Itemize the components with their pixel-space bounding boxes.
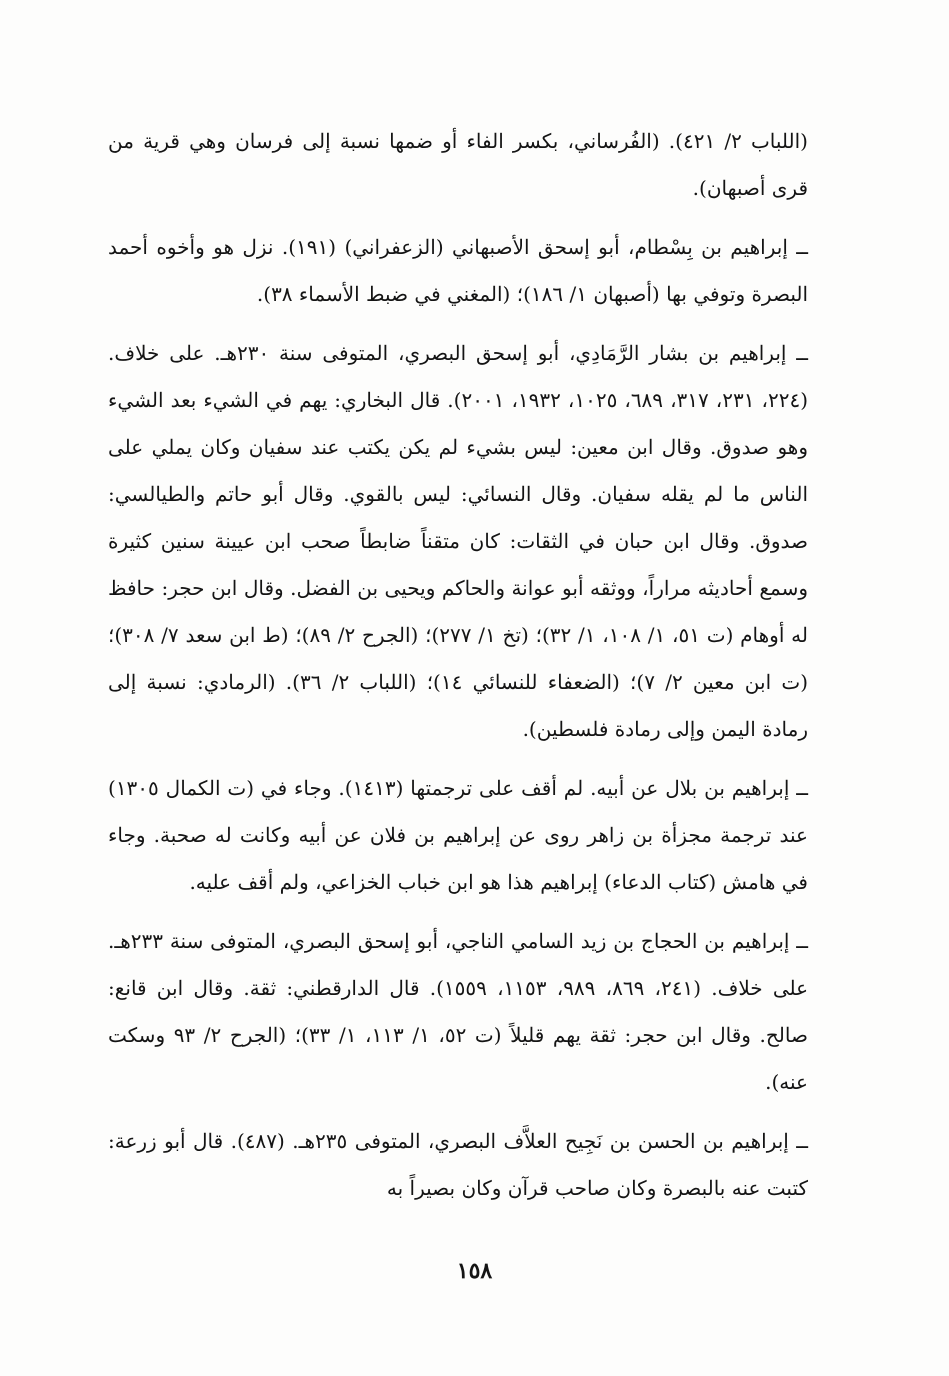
entry-paragraph: ــ إبراهيم بن الحسن بن نَجِيح العلاَّف البصري، المتوفى ٢٣٥هـ. (٤٨٧). قال أبو زرعة: كتبت عنه بالبصرة وكان صاحب قرآن وكان بصيراً به <box>108 1129 808 1200</box>
entry-paragraph: ــ إبراهيم بن بشار الرَّمَادِي، أبو إسحق البصري، المتوفى سنة ٢٣٠هـ. على خلاف. (٢٢٤، ٢٣١، ٣١٧، ٦٨٩، ١٠٢٥، ١٩٣٢، ٢٠٠١). قال البخاري: يهم في الشيء بعد الشيء وهو صدوق. وقال ابن معين: ليس بشيء لم يكن يكتب عند سفيان وكان يملي على الناس ما لم يقله سفيان. وقال النسائي: ليس بالقوي. وقال أبو حاتم والطيالسي: صدوق. وقال ابن حبان في الثقات: كان متقناً ضابطاً صحب ابن عيينة سنين كثيرة وسمع أحاديثه مراراً، ووثقه أبو عوانة والحاكم ويحيى بن الفضل. وقال ابن حجر: حافظ له أوهام (ت ٥١، ١/ ١٠٨، ١/ ٣٢)؛ (تخ ١/ ٢٧٧)؛ (الجرح ٢/ ٨٩)؛ (ط ابن سعد ٧/ ٣٠٨)؛ (ت ابن معين ٢/ ٧)؛ (الضعفاء للنسائي ١٤)؛ (اللباب ٢/ ٣٦). (الرمادي: نسبة إلى رمادة اليمن وإلى رمادة فلسطين). <box>108 341 809 741</box>
entry-paragraph: (اللباب ٢/ ٤٢١). (الفُرساني، بكسر الفاء أو ضمها نسبة إلى فرسان وهي قرية من قرى أصبهان). <box>108 129 808 200</box>
entry-paragraph: ــ إبراهيم بن بِسْطام، أبو إسحق الأصبهاني (الزعفراني) (١٩١). نزل هو وأخوه أحمد البصرة وتوفي بها (أصبهان ١/ ١٨٦)؛ (المغني في ضبط الأسماء ٣٨). <box>108 235 808 306</box>
page-number: ١٥٨ <box>456 1258 493 1284</box>
entry-paragraph: ــ إبراهيم بن الحجاج بن زيد السامي الناجي، أبو إسحق البصري، المتوفى سنة ٢٣٣هـ. على خلاف. (٢٤١، ٨٦٩، ٩٨٩، ١١٥٣، ١٥٥٩). قال الدارقطني: ثقة. وقال ابن قانع: صالح. وقال ابن حجر: ثقة يهم قليلاً (ت ٥٢، ١/ ١١٣، ١/ ٣٣)؛ (الجرح ٢/ ٩٣ وسكت عنه). <box>108 929 809 1094</box>
page-body-text <box>108 118 808 1224</box>
entry-paragraph: ــ إبراهيم بن بلال عن أبيه. لم أقف على ترجمتها (١٤١٣). وجاء في (ت الكمال ١٣٠٥) عند ترجمة مجزأة بن زاهر روى عن إبراهيم بن فلان عن أبيه وكانت له صحبة. وجاء في هامش (كتاب الدعاء) إبراهيم هذا هو ابن خباب الخزاعي، ولم أقف عليه. <box>108 776 808 894</box>
